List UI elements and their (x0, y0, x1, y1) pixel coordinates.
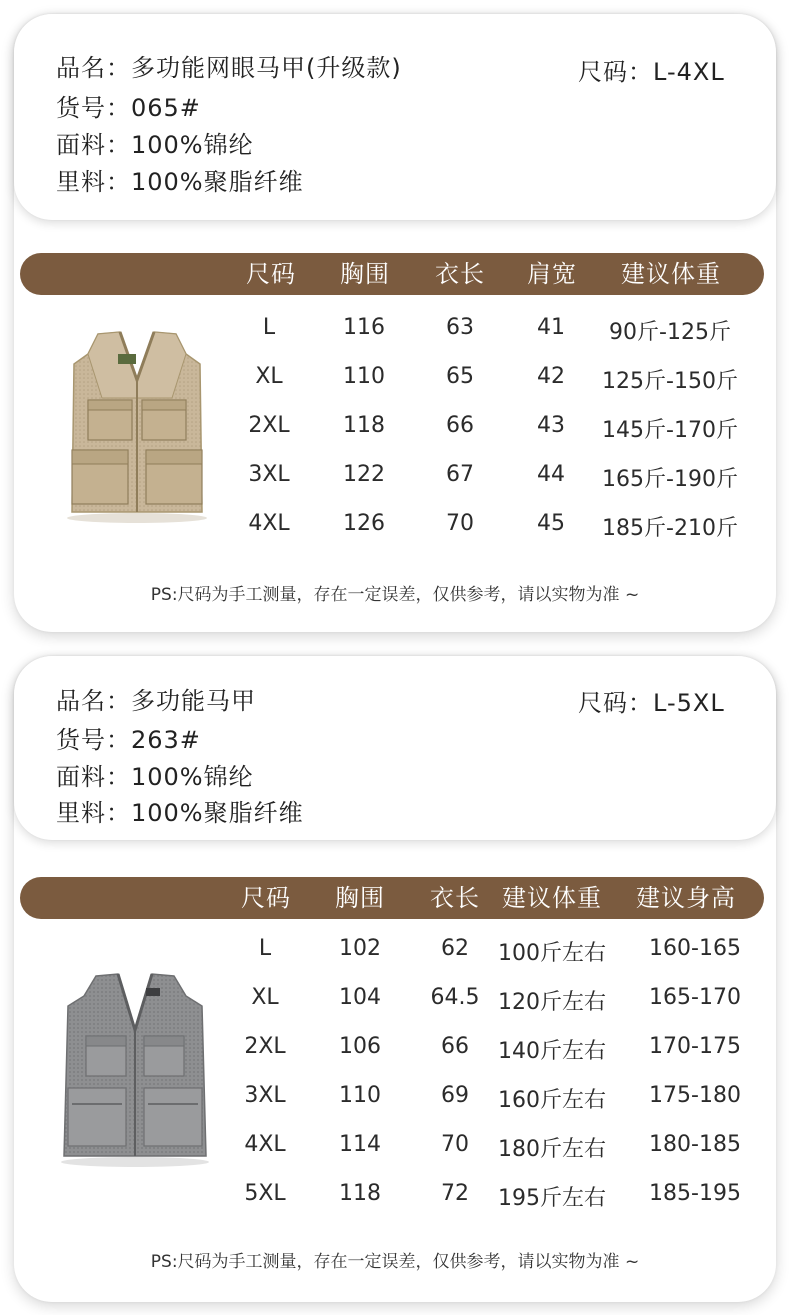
cell-height: 180-185 (649, 1132, 741, 1157)
cell-length: 66 (441, 1034, 469, 1059)
header-chest-2: 胸围 (335, 884, 385, 912)
cell-chest: 114 (339, 1132, 381, 1157)
cell-weight: 165斤-190斤 (602, 467, 738, 492)
cell-size: 4XL (248, 511, 290, 536)
cell-chest: 110 (343, 364, 385, 389)
cell-length: 70 (441, 1132, 469, 1157)
cell-size: XL (255, 364, 283, 389)
cell-chest: 110 (339, 1083, 381, 1108)
cell-size: 3XL (248, 462, 290, 487)
cell-weight: 180斤左右 (498, 1137, 606, 1162)
fabric-2: 面料：100%锦纶 (56, 763, 254, 791)
cell-height: 175-180 (649, 1083, 741, 1108)
cell-weight: 100斤左右 (498, 941, 606, 966)
cell-size: 4XL (244, 1132, 286, 1157)
cell-shoulder: 41 (537, 315, 565, 340)
cell-length: 64.5 (430, 985, 480, 1010)
cell-length: 66 (446, 413, 474, 438)
cell-size: L (258, 936, 272, 961)
cell-weight: 185斤-210斤 (602, 516, 738, 541)
header-chest-1: 胸围 (340, 260, 390, 288)
cell-chest: 104 (339, 985, 381, 1010)
cell-chest: 118 (343, 413, 385, 438)
cell-chest: 106 (339, 1034, 381, 1059)
cell-weight: 195斤左右 (498, 1186, 606, 1211)
size-table-header-1 (20, 253, 764, 295)
cell-shoulder: 42 (537, 364, 565, 389)
header-size-2: 尺码 (241, 884, 291, 912)
header-shoulder-1: 肩宽 (527, 260, 577, 288)
cell-length: 70 (446, 511, 474, 536)
fabric-1: 面料：100%锦纶 (56, 131, 254, 159)
cell-weight: 160斤左右 (498, 1088, 606, 1113)
cell-length: 62 (441, 936, 469, 961)
header-length-1: 衣长 (435, 260, 485, 288)
cell-height: 165-170 (649, 985, 741, 1010)
cell-weight: 120斤左右 (498, 990, 606, 1015)
cell-shoulder: 43 (537, 413, 565, 438)
cell-size: L (262, 315, 276, 340)
header-weight-2: 建议体重 (502, 884, 602, 912)
cell-chest: 126 (343, 511, 385, 536)
size-range-1: 尺码：L-4XL (578, 58, 725, 86)
cell-length: 69 (441, 1083, 469, 1108)
header-length-2: 衣长 (430, 884, 480, 912)
cell-weight: 90斤-125斤 (609, 320, 731, 345)
product-code-2: 货号：263# (56, 726, 201, 754)
cell-length: 65 (446, 364, 474, 389)
lining-2: 里料：100%聚脂纤维 (56, 799, 304, 827)
cell-height: 185-195 (649, 1181, 741, 1206)
cell-length: 63 (446, 315, 474, 340)
cell-size: 3XL (244, 1083, 286, 1108)
size-table-header-2 (20, 877, 764, 919)
cell-height: 160-165 (649, 936, 741, 961)
cell-weight: 140斤左右 (498, 1039, 606, 1064)
size-note-2: PS:尺码为手工测量，存在一定误差，仅供参考，请以实物为准 ~ (150, 1252, 640, 1272)
cell-shoulder: 45 (537, 511, 565, 536)
cell-weight: 145斤-170斤 (602, 418, 738, 443)
cell-weight: 125斤-150斤 (602, 369, 738, 394)
cell-chest: 116 (343, 315, 385, 340)
cell-size: 2XL (248, 413, 290, 438)
cell-chest: 102 (339, 936, 381, 961)
product-name-1: 品名：多功能网眼马甲(升级款) (56, 54, 402, 82)
cell-length: 72 (441, 1181, 469, 1206)
cell-chest: 118 (339, 1181, 381, 1206)
size-note-1: PS:尺码为手工测量，存在一定误差，仅供参考，请以实物为准 ~ (150, 585, 640, 605)
product-code-1: 货号：065# (56, 94, 201, 122)
product-name-2: 品名：多功能马甲 (56, 687, 256, 715)
lining-1: 里料：100%聚脂纤维 (56, 168, 304, 196)
header-size-1: 尺码 (246, 260, 296, 288)
khaki-vest-image (62, 328, 212, 526)
header-weight-1: 建议体重 (621, 260, 721, 288)
cell-size: 2XL (244, 1034, 286, 1059)
cell-length: 67 (446, 462, 474, 487)
header-height-2: 建议身高 (636, 884, 736, 912)
size-range-2: 尺码：L-5XL (578, 689, 725, 717)
gray-vest-image (56, 970, 214, 1170)
cell-size: 5XL (244, 1181, 286, 1206)
cell-size: XL (251, 985, 279, 1010)
cell-height: 170-175 (649, 1034, 741, 1059)
cell-shoulder: 44 (537, 462, 565, 487)
cell-chest: 122 (343, 462, 385, 487)
